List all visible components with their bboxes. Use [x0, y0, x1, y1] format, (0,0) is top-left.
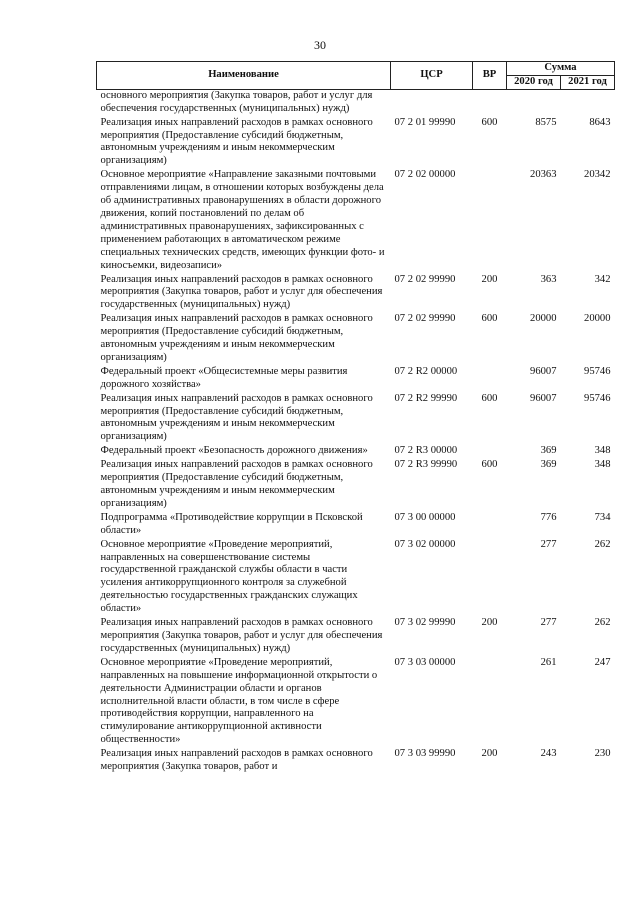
row-sum-2020: 277 [540, 617, 557, 629]
row-sum-2021: 734 [594, 511, 611, 523]
row-sum-2021: 95746 [584, 365, 611, 377]
row-csr-code: 07 2 01 99990 [394, 116, 456, 128]
row-csr-code: 07 2 R3 99990 [394, 459, 458, 471]
row-sum-2021: 348 [594, 445, 611, 457]
row-csr-code: 07 3 03 99990 [394, 748, 456, 760]
row-name: Реализация иных направлений расходов в рамках основного мероприятия (Предоставление субсидий бюджетным, автономным учреждениям и иным некоммерческим организациям) [100, 116, 373, 167]
row-csr-code: 07 3 03 00000 [394, 656, 456, 668]
row-sum-2021: 20342 [584, 169, 611, 181]
table-row [97, 366, 615, 393]
row-name: Реализация иных направлений расходов в рамках основного мероприятия (Предоставление субсидий бюджетным, автономным учреждениям и иным некоммерческим организациям) [100, 313, 373, 363]
row-sum-2020: 261 [540, 656, 557, 668]
table-row [97, 117, 615, 170]
row-csr-code: 07 2 R2 00000 [394, 365, 458, 377]
row-vr-code [473, 89, 507, 116]
row-csr-code: 07 2 R3 00000 [394, 445, 458, 457]
row-name: Реализация иных направлений расходов в рамках основного мероприятия (Закупка товаров, работ и услуг для обеспечения государственных (муниципальных) нужд) [100, 617, 383, 654]
row-csr-code: 07 3 00 00000 [394, 511, 456, 523]
row-vr-code: 600 [481, 392, 498, 404]
row-sum-2021: 247 [594, 656, 611, 668]
table-row [97, 748, 615, 775]
table-row [97, 89, 615, 116]
row-sum-2021: 20000 [584, 313, 611, 325]
row-name: Федеральный проект «Общесистемные меры развития дорожного хозяйства» [100, 365, 348, 390]
table-row [97, 393, 615, 446]
table-row [97, 512, 615, 539]
row-vr-code [473, 445, 507, 459]
row-vr-code: 600 [481, 459, 498, 471]
row-sum-2020 [507, 89, 561, 116]
row-csr-code: 07 2 02 99990 [394, 313, 456, 325]
budget-table [96, 61, 615, 775]
table-row [97, 539, 615, 617]
row-sum-2020: 20363 [530, 169, 557, 181]
row-sum-2021: 95746 [584, 392, 611, 404]
table-row [97, 274, 615, 314]
row-sum-2021: 8643 [589, 116, 611, 128]
row-sum-2020: 369 [540, 459, 557, 471]
table-row [97, 617, 615, 657]
row-name: Реализация иных направлений расходов в рамках основного мероприятия (Закупка товаров, работ и [100, 748, 373, 773]
row-name: Реализация иных направлений расходов в рамках основного мероприятия (Предоставление субсидий бюджетным, автономным учреждениям и иным некоммерческим организациям) [100, 459, 373, 509]
row-vr-code [473, 512, 507, 539]
row-name: Основное мероприятие «Проведение мероприятий, направленных на совершенствование системы государственной гражданской службы области в части усиления антикоррупционного контроля за служебной деятельностью государственных гражданских служащих области» [100, 538, 358, 615]
row-sum-2020: 277 [540, 538, 557, 550]
table-row [97, 459, 615, 512]
row-vr-code: 600 [481, 116, 498, 128]
row-vr-code [473, 169, 507, 273]
row-vr-code: 200 [481, 617, 498, 629]
row-sum-2021: 342 [594, 273, 611, 285]
row-sum-2020: 8575 [535, 116, 557, 128]
header-csr: ЦСР [391, 62, 473, 90]
row-sum-2020: 363 [540, 273, 557, 285]
row-vr-code: 200 [481, 748, 498, 760]
row-sum-2020: 96007 [530, 392, 557, 404]
row-sum-2020: 20000 [530, 313, 557, 325]
row-name: Реализация иных направлений расходов в рамках основного мероприятия (Предоставление субсидий бюджетным, автономным учреждениям и иным некоммерческим организациям) [100, 392, 373, 443]
row-csr-code [391, 89, 473, 116]
row-vr-code [473, 657, 507, 748]
header-year-2021: 2021 год [561, 75, 615, 89]
page-number: 30 [314, 38, 326, 52]
row-name: Подпрограмма «Противодействие коррупции в Псковской области» [100, 511, 363, 536]
row-vr-code: 600 [481, 313, 498, 325]
row-sum-2021: 262 [594, 538, 611, 550]
row-vr-code: 200 [481, 273, 498, 285]
table-row [97, 657, 615, 748]
row-sum-2020: 369 [540, 445, 557, 457]
row-sum-2021: 230 [594, 748, 611, 760]
row-csr-code: 07 3 02 99990 [394, 617, 456, 629]
row-name: Основное мероприятие «Проведение мероприятий, направленных на повышение информационной открытости о деятельности Администрации области и органов исполнительной власти области, в том числе в сфере противодействия коррупции, направленного на стимулирование антикоррупционной активности общественности» [100, 656, 378, 746]
row-csr-code: 07 2 02 99990 [394, 273, 456, 285]
row-vr-code [473, 366, 507, 393]
header-name: Наименование [97, 62, 391, 90]
row-name: Основное мероприятие «Направление заказными почтовыми отправлениями лицам, в отношении которых возбуждены дела об административных правонарушениях в области дорожного движения, копий постановлений по делам об административных правонарушениях, зафиксированных с применением работающих в автоматическом режиме специальных технических средств, имеющих функции фото- и киносъемки, видеозаписи» [100, 169, 385, 271]
row-name: Реализация иных направлений расходов в рамках основного мероприятия (Закупка товаров, работ и услуг для обеспечения государственных (муниципальных) нужд) [100, 273, 383, 311]
header-sum: Сумма [507, 62, 615, 76]
row-sum-2021 [561, 89, 615, 116]
header-year-2020: 2020 год [507, 75, 561, 89]
table-row [97, 313, 615, 366]
row-vr-code [473, 539, 507, 617]
row-sum-2021: 262 [594, 617, 611, 629]
row-sum-2020: 96007 [530, 365, 557, 377]
header-vr: ВР [473, 62, 507, 90]
row-csr-code: 07 2 R2 99990 [394, 392, 458, 404]
table-row [97, 169, 615, 273]
row-sum-2020: 243 [540, 748, 557, 760]
row-name: основного мероприятия (Закупка товаров, работ и услуг для обеспечения государственных (муниципальных) нужд) [100, 89, 373, 114]
row-csr-code: 07 3 02 00000 [394, 538, 456, 550]
row-sum-2020: 776 [540, 511, 557, 523]
row-csr-code: 07 2 02 00000 [394, 169, 456, 181]
row-sum-2021: 348 [594, 459, 611, 471]
row-name: Федеральный проект «Безопасность дорожного движения» [100, 445, 368, 457]
table-row [97, 445, 615, 459]
